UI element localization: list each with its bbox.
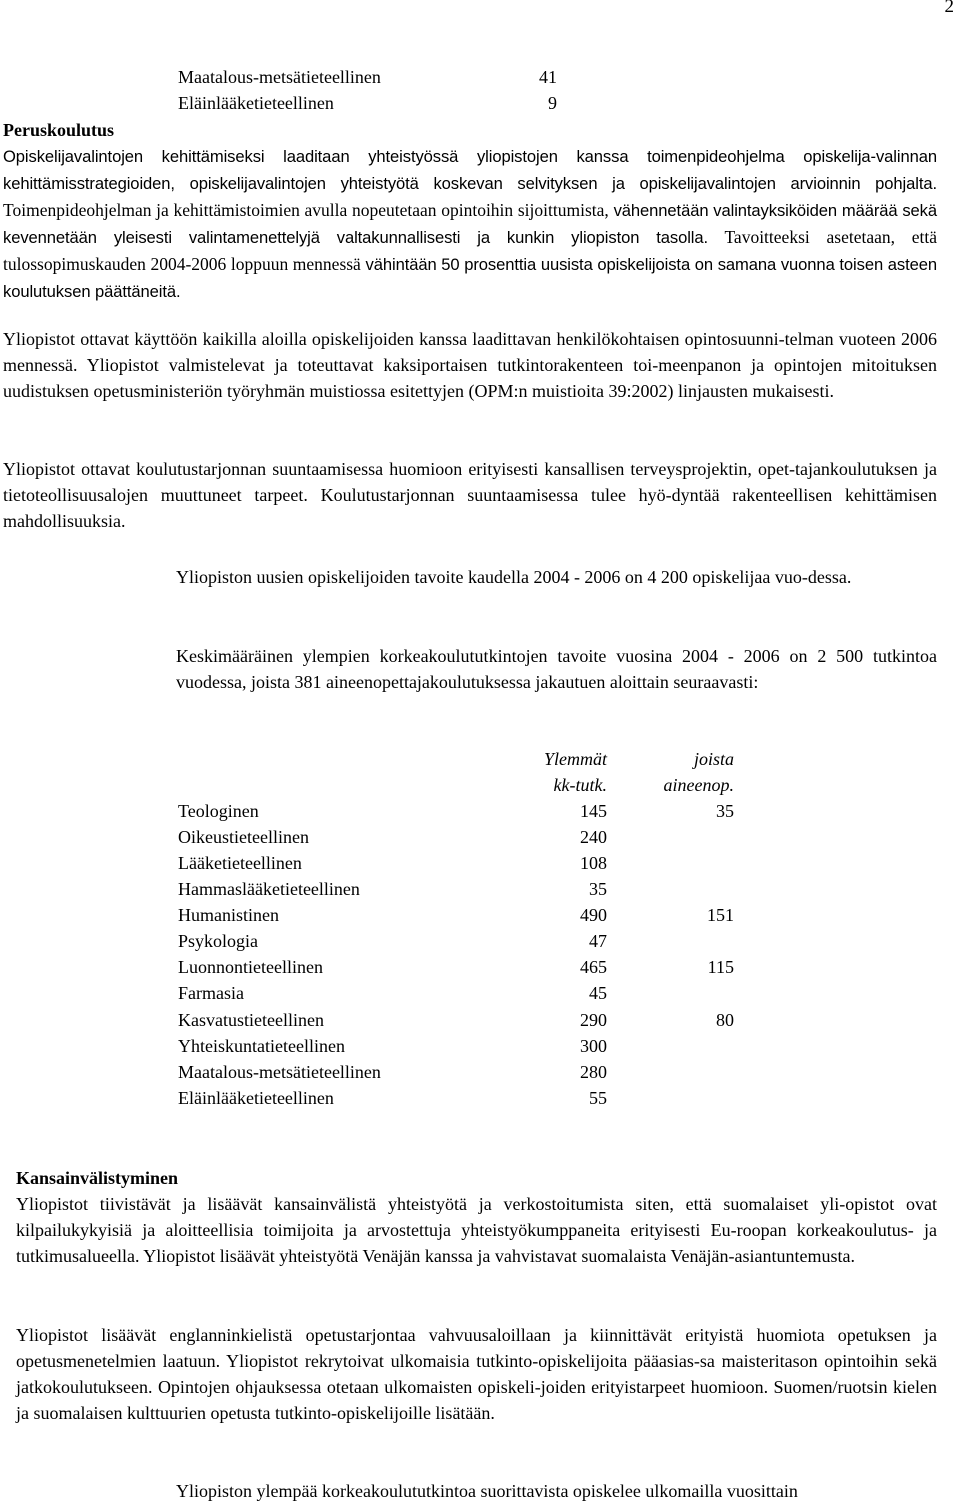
row-degrees: 55 — [589, 1088, 607, 1108]
table-col2-header: joista — [693, 749, 734, 769]
row-degrees: 35 — [589, 879, 607, 899]
row-degrees: 45 — [589, 983, 607, 1003]
top-list-value: 41 — [539, 67, 557, 87]
row-name: Farmasia — [178, 983, 244, 1003]
table-row — [0, 1085, 960, 1111]
row-name: Oikeustieteellinen — [178, 827, 309, 847]
row-teacher-degrees: 115 — [707, 957, 734, 977]
table-row — [0, 876, 960, 902]
row-name: Lääketieteellinen — [178, 853, 302, 873]
row-degrees: 490 — [580, 905, 607, 925]
table-row — [0, 902, 960, 928]
p1-serif-part: Tavoitteeksi asetetaan, että tulossopimuskauden 2004-2006 loppuun mennessä — [3, 227, 938, 274]
row-teacher-degrees: 35 — [716, 801, 734, 821]
p1-sans-part: vähennetään valintayksiköiden määrää sekä kevennetään yleisesti valintamenettelyjä valtakunnallisesti ja kunkin yliopiston tasolla. — [3, 201, 937, 247]
table-row — [0, 1007, 960, 1033]
peruskoulutus-paragraph-2: Yliopistot ottavat käyttöön kaikilla aloilla opiskelijoiden kanssa laadittavan henkilökohtaisen opintosuunni-telman vuoteen 2006 mennessä. Yliopistot valmistelevat ja toteuttavat kaksiportaisen tutkintorakenteen toi-meenpanon ja opintojen mitoituksen uudistuksen opetusministeriön työryhmän muistiossa esitettyjen (OPM:n muistioita 39:2002) linjausten mukaisesti. — [3, 329, 937, 401]
top-list-name: Maatalous-metsätieteellinen — [178, 67, 381, 87]
row-degrees: 240 — [580, 827, 607, 847]
table-row — [0, 980, 960, 1006]
row-name: Yhteiskuntatieteellinen — [178, 1036, 345, 1056]
row-degrees: 300 — [580, 1036, 607, 1056]
top-list-name: Eläinlääketieteellinen — [178, 93, 334, 113]
kansainvalistyminen-paragraph-3: Yliopiston ylempää korkeakoulututkintoa suorittavista opiskelee ulkomailla vuosittain — [176, 1481, 798, 1501]
table-col2-header: aineenop. — [663, 775, 734, 795]
row-name: Teologinen — [178, 801, 259, 821]
kansainvalistyminen-paragraph-2: Yliopistot lisäävät englanninkielistä opetustarjontaa vahvuusaloillaan ja kiinnittävät erityistä huomiota opetuksen ja opetusmenetelmien laatuun. Yliopistot rekrytoivat ulkomaisia tutkinto-opiskelijoita pääasias-sa maisteritason opintoihin sekä jatkokoulutukseen. Opintojen ohjauksessa otetaan ulkomaisten opiskeli-joiden erityistarpeet huomioon. Suomen/ruotsin kielen ja suomalaisen kulttuurien opetusta tutkinto-opiskelijoille lisätään. — [16, 1325, 937, 1423]
p1-sans-part: Opiskelijavalintojen kehittämiseksi laaditaan yhteistyössä yliopistojen kanssa toimenpideohjelma opiskelija-valinnan kehittämisstrategioiden, opiskelijavalintojen yhteistyötä koskevan selvityksen ja opiskelijavalintojen arvioinnin pohjalta. — [3, 147, 937, 193]
section-heading-peruskoulutus: Peruskoulutus — [3, 120, 115, 140]
row-degrees: 465 — [580, 957, 607, 977]
goal-degrees: Keskimääräinen ylempien korkeakoulututkintojen tavoite vuosina 2004 - 2006 on 2 500 tutkintoa vuodessa, joista 381 aineenopettajakoulutuksessa jakautuen aloittain seuraavasti: — [176, 646, 937, 692]
row-degrees: 145 — [580, 801, 607, 821]
table-row — [0, 928, 960, 954]
table-col1-header: Ylemmät — [544, 749, 607, 769]
table-col1-header: kk-tutk. — [553, 775, 607, 795]
p1-sans-part: vähintään 50 prosenttia uusista opiskelijoista on samana vuonna toisen asteen koulutuksen päättäneitä. — [3, 255, 937, 301]
row-degrees: 290 — [580, 1010, 607, 1030]
table-row — [0, 1033, 960, 1059]
row-name: Kasvatustieteellinen — [178, 1010, 324, 1030]
row-degrees: 280 — [580, 1062, 607, 1082]
row-name: Humanistinen — [178, 905, 279, 925]
page-number: 2 — [944, 0, 954, 17]
kansainvalistyminen-paragraph-1: Yliopistot tiivistävät ja lisäävät kansainvälistä yhteistyötä ja verkostoitumista siten, että suomalaiset yli-opistot ovat kilpailukykyisiä ja aloitteellisia toimijoita ja arvostettuja yhteistyökumppaneita erityisesti Eu-roopan korkeakoulutus- ja tutkimusalueella. Yliopistot lisäävät yhteistyötä Venäjän kanssa ja vahvistavat suomalaista Venäjän-asiantuntemusta. — [16, 1194, 937, 1266]
table-row — [0, 850, 960, 876]
row-name: Psykologia — [178, 931, 259, 951]
top-list-value: 9 — [548, 93, 557, 113]
table-row — [0, 954, 960, 980]
row-degrees: 47 — [589, 931, 607, 951]
peruskoulutus-paragraph-3: Yliopistot ottavat koulutustarjonnan suuntaamisessa huomioon erityisesti kansallisen terveysprojektin, opet-tajankoulutuksen ja tietoteollisuusalojen muuttuneet tarpeet. Koulutustarjonnan suuntaamisessa tulee hyö-dyntää rakenteellisen kehittämisen mahdollisuuksia. — [3, 459, 937, 531]
goal-new-students: Yliopiston uusien opiskelijoiden tavoite kaudella 2004 - 2006 on 4 200 opiskelijaa vuo-dessa. — [176, 567, 852, 587]
row-teacher-degrees: 80 — [716, 1010, 734, 1030]
row-name: Eläinlääketieteellinen — [178, 1088, 334, 1108]
row-name: Hammaslääketieteellinen — [178, 879, 360, 899]
row-name: Luonnontieteellinen — [178, 957, 323, 977]
peruskoulutus-paragraph-1 — [3, 143, 937, 305]
row-teacher-degrees: 151 — [707, 905, 734, 925]
p1-serif-part: Toimenpideohjelman ja kehittämistoimien avulla nopeutetaan opintoihin sijoittumista, — [3, 200, 609, 220]
section-heading-kansainvalistyminen: Kansainvälistyminen — [16, 1168, 179, 1188]
row-name: Maatalous-metsätieteellinen — [178, 1062, 381, 1082]
row-degrees: 108 — [580, 853, 607, 873]
table-row — [0, 824, 960, 850]
table-row — [0, 1059, 960, 1085]
table-row — [0, 798, 960, 824]
